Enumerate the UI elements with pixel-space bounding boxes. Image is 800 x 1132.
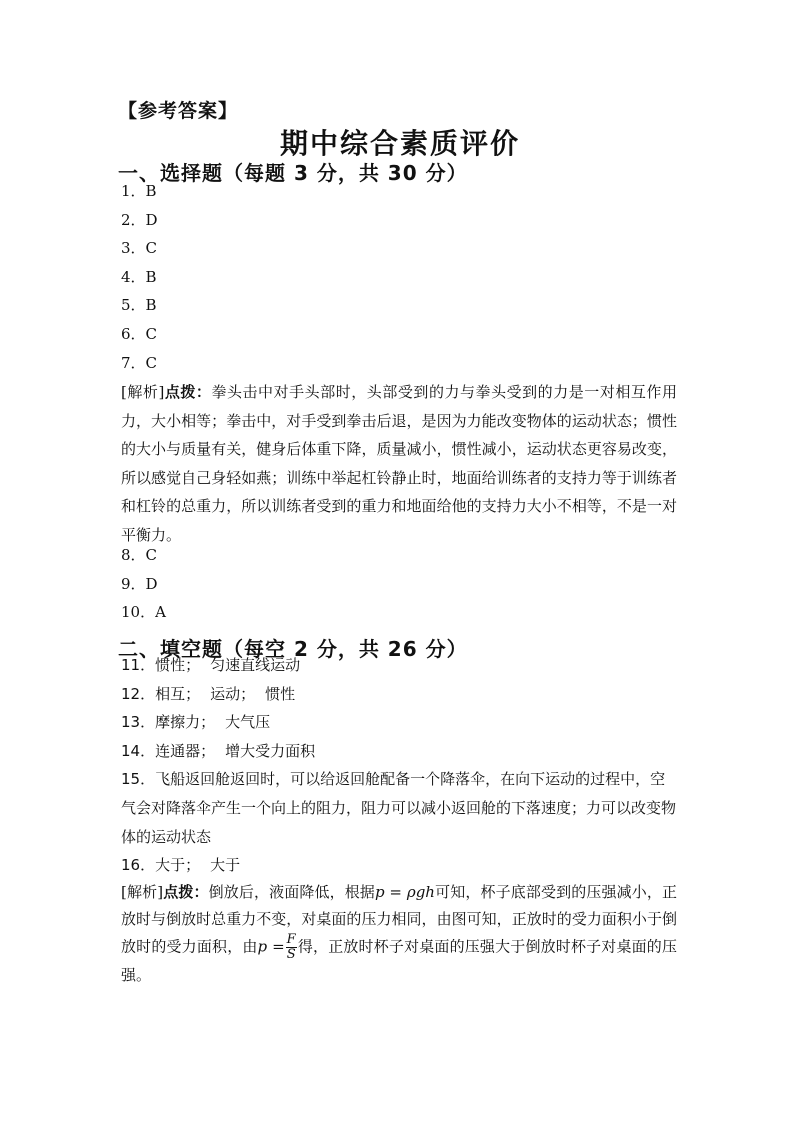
pressure-formula-liquid: p = ρgh — [374, 883, 435, 901]
item-number: 12． — [121, 684, 156, 703]
item-number: 11． — [121, 656, 156, 674]
fill-item-14 — [121, 737, 677, 766]
fraction-numerator: F — [286, 932, 296, 947]
answer-item: 5．B — [121, 296, 157, 315]
fill-item-13 — [121, 708, 677, 737]
blank-answer: 运动； — [210, 684, 256, 703]
answer-item: 4．B — [121, 267, 157, 286]
pressure-formula-lhs: p = — [257, 937, 285, 956]
item-number: 16． — [121, 856, 156, 875]
explanation-text: 拳头击中对手头部时，头部受到的力与拳头受到的力是一对相互作用力，大小相等；拳击中，对手受到拳击后退，是因为力能改变物体的运动状态；惯性的大小与质量有关，健身后体重下降，质量减小，惯性减小，运动状态更容易改变，所以感觉自己身轻如燕；训练中举起杠铃静止时，地面给训练者的支持力等于训练者和杠铃的总重力，所以训练者受到的重力和地面给他的支持力大小不相等，不是一对平衡力。 — [121, 383, 677, 544]
item-number: 13． — [121, 713, 156, 732]
explanation-text-post: 得，正放时杯子对桌面的压强大于倒放时杯子对桌面的压强。 — [121, 937, 677, 984]
fill-item-15: 15．飞船返回舱返回时，可以给返回舱配备一个降落伞，在向下运动的过程中，空气会对降落伞产生一个向上的阻力，阻力可以减小返回舱的下落速度；力可以改变物体的运动状态 — [121, 770, 677, 846]
explanation-text-pre: 倒放后，液面降低，根据 — [208, 883, 375, 901]
blank-answer: 惯性； — [155, 656, 201, 674]
answer-item: 6．C — [121, 324, 158, 343]
blank-answer: 大于 — [210, 856, 241, 875]
fill-item-11 — [121, 651, 677, 680]
fill-answers — [121, 651, 677, 880]
answer-item: 2．D — [121, 210, 158, 229]
blank-answer: 相互； — [155, 684, 201, 703]
section-heading-fill: 二、填空题（每空 2 分，共 26 分） — [118, 637, 468, 661]
blank-answer: 摩擦力； — [155, 713, 216, 732]
item-number: 14． — [121, 741, 156, 760]
answer-item: 1．B — [121, 182, 157, 200]
blank-answer: 大气压 — [225, 713, 271, 732]
blank-answer: 匀速直线运动 — [210, 656, 301, 674]
fill-item-12 — [121, 680, 677, 709]
blank-answer: 惯性 — [265, 684, 296, 703]
choice-answers-8-10 — [121, 541, 166, 627]
explanation-keyword: 点拨： — [164, 383, 212, 401]
blank-answer: 大于； — [155, 856, 201, 875]
answer-item: 8．C — [121, 546, 158, 564]
explanation-q7 — [121, 378, 677, 550]
answer-item: 10．A — [121, 603, 166, 622]
explanation-tag: [解析] — [121, 883, 164, 901]
force-over-area-fraction — [286, 933, 297, 962]
blank-answer: 连通器； — [155, 741, 216, 760]
page-title: 期中综合素质评价 — [279, 127, 520, 160]
answer-item: 9．D — [121, 574, 158, 593]
explanation-keyword: 点拨： — [163, 883, 209, 901]
explanation-text-mid: 可知，杯子底部受到的压强减小，正放时与倒放时总重力不变，对桌面的压力相同，由图可知，正放时的受力面积小于倒放时的受力面积，由 — [121, 883, 677, 956]
reference-answer-label: 【参考答案】 — [118, 100, 239, 122]
choice-answers-1-7 — [121, 177, 158, 377]
answer-item: 3．C — [121, 239, 158, 258]
fraction-denominator: S — [286, 947, 296, 962]
answer-item: 7．C — [121, 353, 158, 372]
explanation-q16 — [121, 879, 677, 989]
explanation-tag: [解析] — [121, 383, 165, 401]
section-heading-choice: 一、选择题（每题 3 分，共 30 分） — [118, 161, 468, 185]
blank-answer: 增大受力面积 — [225, 741, 316, 760]
fill-item-16 — [121, 851, 677, 880]
